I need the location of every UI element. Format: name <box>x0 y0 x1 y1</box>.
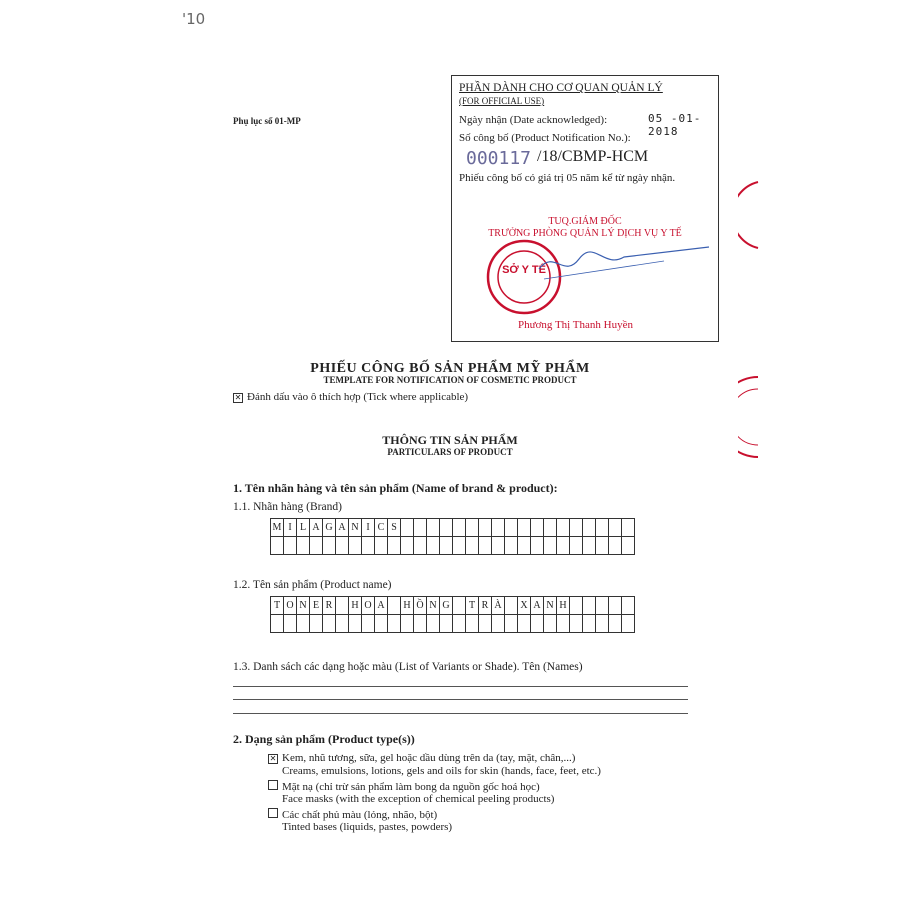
letter-cell[interactable] <box>349 615 362 633</box>
letter-cell[interactable] <box>336 537 349 555</box>
letter-cell[interactable]: X <box>518 597 531 615</box>
letter-cell[interactable] <box>492 519 505 537</box>
letter-cell[interactable] <box>518 519 531 537</box>
signer-title: TUQ.GIÁM ĐỐC <box>548 216 622 227</box>
letter-cell[interactable] <box>583 519 596 537</box>
letter-cell[interactable]: T <box>271 597 284 615</box>
letter-cell[interactable] <box>336 597 349 615</box>
letter-cell[interactable]: A <box>531 597 544 615</box>
letter-cell[interactable]: S <box>388 519 401 537</box>
brand-label: 1.1. Nhãn hàng (Brand) <box>233 501 342 513</box>
letter-cell[interactable] <box>479 537 492 555</box>
letter-cell[interactable] <box>388 615 401 633</box>
variants-label: 1.3. Danh sách các dạng hoặc màu (List of Variants or Shade). Tên (Names) <box>233 661 583 673</box>
letter-cell[interactable] <box>414 615 427 633</box>
letter-cell[interactable] <box>466 519 479 537</box>
letter-cell[interactable] <box>505 519 518 537</box>
letter-cell[interactable] <box>466 615 479 633</box>
letter-cell[interactable] <box>427 615 440 633</box>
official-seal <box>484 239 714 319</box>
letter-cell[interactable] <box>505 537 518 555</box>
letter-cell[interactable]: I <box>362 519 375 537</box>
letter-cell[interactable] <box>401 519 414 537</box>
letter-cell[interactable]: M <box>271 519 284 537</box>
letter-cell[interactable] <box>557 519 570 537</box>
letter-cell[interactable]: Ồ <box>414 597 427 615</box>
letter-cell[interactable] <box>609 615 622 633</box>
letter-cell[interactable] <box>609 537 622 555</box>
section-title-en: PARTICULARS OF PRODUCT <box>387 447 513 457</box>
letter-cell[interactable] <box>414 519 427 537</box>
letter-cell[interactable] <box>570 597 583 615</box>
letter-cell[interactable] <box>453 615 466 633</box>
letter-cell[interactable] <box>362 615 375 633</box>
letter-cell[interactable] <box>401 537 414 555</box>
official-use-box <box>451 75 719 342</box>
letter-cell[interactable]: N <box>427 597 440 615</box>
letter-cell[interactable]: N <box>349 519 362 537</box>
letter-cell[interactable] <box>570 537 583 555</box>
letter-cell[interactable]: R <box>479 597 492 615</box>
number-stamp: 000117 <box>466 148 532 169</box>
letter-cell[interactable]: N <box>544 597 557 615</box>
letter-cell[interactable] <box>271 615 284 633</box>
product-type-option[interactable]: Các chất phủ màu (lỏng, nhão, bột) <box>268 808 437 821</box>
letter-cell[interactable]: G <box>440 597 453 615</box>
letter-cell[interactable] <box>297 537 310 555</box>
variants-line[interactable] <box>233 686 688 687</box>
letter-cell[interactable] <box>427 537 440 555</box>
brand-grid[interactable] <box>270 518 635 555</box>
letter-cell[interactable] <box>596 519 609 537</box>
form-title-en: TEMPLATE FOR NOTIFICATION OF COSMETIC PRODUCT <box>323 375 577 385</box>
letter-cell[interactable] <box>544 537 557 555</box>
letter-cell[interactable] <box>310 537 323 555</box>
letter-cell[interactable] <box>622 519 635 537</box>
letter-cell[interactable] <box>570 519 583 537</box>
number-suffix: /18/CBMP-HCM <box>537 148 649 165</box>
official-title: PHẦN DÀNH CHO CƠ QUAN QUẢN LÝ <box>459 82 663 94</box>
checkbox-icon[interactable] <box>268 780 278 790</box>
letter-cell[interactable]: T <box>466 597 479 615</box>
question-1-title: 1. Tên nhãn hàng và tên sản phẩm (Name of brand & product): <box>233 481 558 495</box>
letter-cell[interactable] <box>622 537 635 555</box>
letter-cell[interactable]: H <box>401 597 414 615</box>
letter-cell[interactable]: G <box>323 519 336 537</box>
product-type-option-en: Face masks (with the exception of chemical peeling products) <box>282 793 555 805</box>
letter-cell[interactable] <box>531 519 544 537</box>
letter-cell[interactable] <box>388 537 401 555</box>
letter-cell[interactable] <box>479 519 492 537</box>
letter-cell[interactable] <box>596 537 609 555</box>
letter-cell[interactable] <box>544 519 557 537</box>
letter-cell[interactable] <box>609 519 622 537</box>
letter-cell[interactable] <box>557 615 570 633</box>
form-title: PHIẾU CÔNG BỐ SẢN PHẨM MỸ PHẨM <box>310 361 590 376</box>
checkbox-checked-icon[interactable]: ✕ <box>269 754 277 763</box>
signature <box>539 247 709 269</box>
letter-cell[interactable] <box>544 615 557 633</box>
product-type-option-en: Tinted bases (liquids, pastes, powders) <box>282 821 453 833</box>
letter-cell[interactable] <box>375 615 388 633</box>
letter-cell[interactable]: R <box>323 597 336 615</box>
letter-cell[interactable]: À <box>492 597 505 615</box>
date-value: 05 -01- 2018 <box>648 112 702 138</box>
letter-cell[interactable] <box>583 615 596 633</box>
section-title: THÔNG TIN SẢN PHẨM <box>382 433 518 447</box>
letter-cell[interactable] <box>479 615 492 633</box>
letter-cell[interactable] <box>453 519 466 537</box>
letter-cell[interactable] <box>609 597 622 615</box>
seal-text: SỞ Y TẾ <box>502 264 546 276</box>
letter-cell[interactable] <box>557 537 570 555</box>
letter-cell[interactable] <box>414 537 427 555</box>
letter-cell[interactable] <box>492 615 505 633</box>
letter-cell[interactable] <box>440 615 453 633</box>
signer-name: Phương Thị Thanh Huyền <box>518 319 633 331</box>
letter-cell[interactable] <box>622 615 635 633</box>
signer-department: TRƯỞNG PHÒNG QUẢN LÝ DỊCH VỤ Y TẾ <box>488 228 682 239</box>
checkbox-icon[interactable] <box>268 808 278 818</box>
number-label: Số công bố (Product Notification No.): <box>459 132 631 144</box>
letter-cell[interactable]: I <box>284 519 297 537</box>
letter-cell[interactable] <box>310 615 323 633</box>
letter-cell[interactable] <box>336 615 349 633</box>
annex-label: Phụ lục số 01-MP <box>233 116 301 126</box>
letter-cell[interactable] <box>349 537 362 555</box>
letter-cell[interactable] <box>323 537 336 555</box>
page-note: '10 <box>182 10 206 28</box>
letter-cell[interactable] <box>362 537 375 555</box>
letter-cell[interactable]: H <box>557 597 570 615</box>
letter-cell[interactable]: O <box>284 597 297 615</box>
letter-cell[interactable] <box>596 615 609 633</box>
letter-cell[interactable]: E <box>310 597 323 615</box>
letter-cell[interactable] <box>440 537 453 555</box>
letter-cell[interactable] <box>375 537 388 555</box>
letter-cell[interactable]: H <box>349 597 362 615</box>
letter-cell[interactable] <box>427 519 440 537</box>
checkbox-icon: ✕ <box>234 393 242 402</box>
variants-line[interactable] <box>233 699 688 700</box>
letter-cell[interactable] <box>505 615 518 633</box>
product-type-option[interactable]: ✕ Kem, nhũ tương, sữa, gel hoặc dầu dùng trên da (tay, mặt, chân,...) <box>269 752 576 764</box>
letter-cell[interactable] <box>596 597 609 615</box>
letter-cell[interactable] <box>531 537 544 555</box>
letter-cell[interactable] <box>271 537 284 555</box>
product-name-label: 1.2. Tên sản phẩm (Product name) <box>233 579 392 591</box>
letter-cell[interactable] <box>570 615 583 633</box>
product-type-option[interactable]: Mặt nạ (chỉ trừ sản phẩm làm bong da nguồn gốc hoá học) <box>268 780 540 793</box>
product-type-option-en: Creams, emulsions, lotions, gels and oils for skin (hands, face, feet, etc.) <box>282 765 601 777</box>
product-name-grid[interactable] <box>270 596 635 633</box>
variants-line[interactable] <box>233 713 688 714</box>
letter-cell[interactable]: C <box>375 519 388 537</box>
letter-cell[interactable] <box>492 537 505 555</box>
letter-cell[interactable]: A <box>336 519 349 537</box>
letter-cell[interactable] <box>622 597 635 615</box>
letter-cell[interactable]: N <box>297 597 310 615</box>
question-2-title: 2. Dạng sản phẩm (Product type(s)) <box>233 732 415 746</box>
letter-cell[interactable] <box>323 615 336 633</box>
letter-cell[interactable]: O <box>362 597 375 615</box>
letter-cell[interactable] <box>466 537 479 555</box>
letter-cell[interactable] <box>284 615 297 633</box>
validity-note: Phiếu công bố có giá trị 05 năm kể từ ngày nhận. <box>459 172 676 184</box>
letter-cell[interactable] <box>505 597 518 615</box>
letter-cell[interactable] <box>583 537 596 555</box>
official-subtitle: (FOR OFFICIAL USE) <box>459 96 545 106</box>
letter-cell[interactable] <box>284 537 297 555</box>
letter-cell[interactable] <box>401 615 414 633</box>
tick-note: ✕ Đánh dấu vào ô thích hợp (Tick where applicable) <box>234 391 469 403</box>
letter-cell[interactable] <box>518 615 531 633</box>
letter-cell[interactable] <box>453 537 466 555</box>
letter-cell[interactable] <box>388 597 401 615</box>
letter-cell[interactable] <box>453 597 466 615</box>
letter-cell[interactable]: A <box>310 519 323 537</box>
letter-cell[interactable] <box>583 597 596 615</box>
letter-cell[interactable]: A <box>375 597 388 615</box>
letter-cell[interactable] <box>440 519 453 537</box>
letter-cell[interactable]: L <box>297 519 310 537</box>
letter-cell[interactable] <box>518 537 531 555</box>
date-label: Ngày nhận (Date acknowledged): <box>459 114 608 126</box>
letter-cell[interactable] <box>297 615 310 633</box>
side-seal-top <box>738 180 760 250</box>
letter-cell[interactable] <box>531 615 544 633</box>
